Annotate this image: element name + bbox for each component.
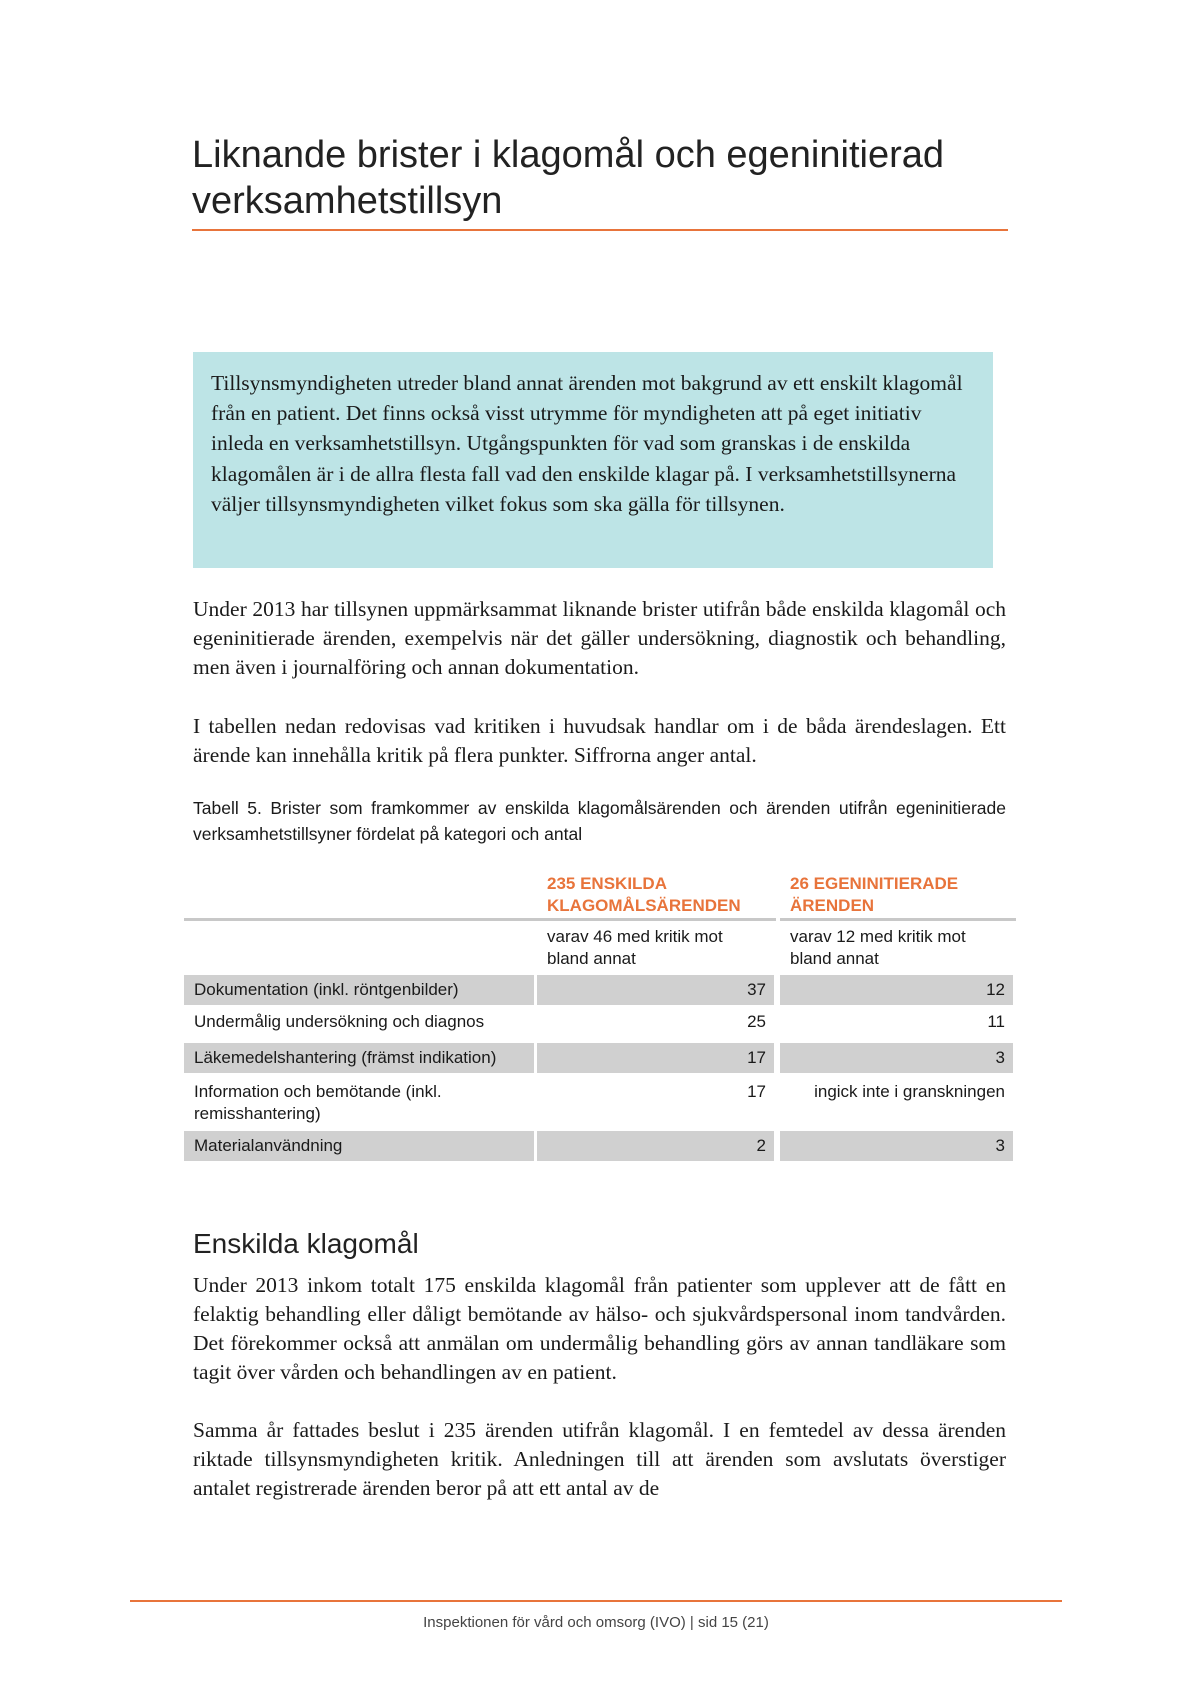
table-row-label: Undermålig undersökning och diagnos xyxy=(194,1012,485,1031)
info-callout-box: Tillsynsmyndigheten utreder bland annat ärenden mot bakgrund av ett enskilt klagomål från en patient. Det finns också visst utrymme för myndigheten att på eget initiativ inleda en verksamhetstillsyn. Utgångspunkten för vad som granskas i de enskilda klagomålen är i de allra flesta fall vad den enskilde klagar på. I verksamhetstillsynerna väljer tillsynsmyndigheten vilket fokus som ska gälla för tillsynen. xyxy=(193,352,993,568)
table-row-label: Dokumentation (inkl. röntgenbilder) xyxy=(184,975,534,1005)
body-paragraph: Samma år fattades beslut i 235 ärenden utifrån klagomål. I en femtedel av dessa ärenden riktade tillsynsmyndigheten kritik. Anledningen till att ärenden som avslutats överstiger antalet registrerade ärenden beror på att ett antal av de xyxy=(193,1418,1006,1500)
table-cell-col2: 3 xyxy=(780,1043,1013,1073)
table-cell-col1: 37 xyxy=(537,975,774,1005)
table-cell-col1: 17 xyxy=(747,1082,766,1101)
table-cell-col2: ingick inte i granskningen xyxy=(814,1082,1005,1101)
page-footer: Inspektionen för vård och omsorg (IVO) | sid 15 (21) xyxy=(423,1614,769,1631)
table-header-rule xyxy=(184,918,776,921)
table-cell-col1: 17 xyxy=(537,1043,774,1073)
table-row-label: Läkemedelshantering (främst indikation) xyxy=(184,1043,534,1073)
section-heading: Enskilda klagomål xyxy=(193,1228,419,1259)
body-paragraph: Under 2013 inkom totalt 175 enskilda klagomål från patienter som upplever att de fått en felaktig behandling eller dåligt bemötande av hälso- och sjukvårdspersonal inom tandvården. Det förekommer också att anmälan om undermålig behandling görs av annan tandläkare som tagit över vården och behandlingen av en patient. xyxy=(193,1273,1006,1384)
table-col2-header: 26 EGENINITIERADE ÄRENDEN xyxy=(790,874,959,915)
table-cell-col1: 25 xyxy=(747,1012,766,1031)
table-col2-subheader: varav 12 med kritik mot bland annat xyxy=(790,927,966,968)
footer-rule xyxy=(130,1600,1062,1602)
table-cell-col2: 3 xyxy=(780,1131,1013,1161)
table-row-label: Information och bemötande (inkl. remisshantering) xyxy=(194,1082,442,1123)
body-paragraph: I tabellen nedan redovisas vad kritiken i huvudsak handlar om i de båda ärendeslagen. Ett ärende kan innehålla kritik på flera punkter. Siffrorna anger antal. xyxy=(193,714,1006,767)
table-caption: Tabell 5. Brister som framkommer av enskilda klagomålsärenden och ärenden utifrån egeninitierade verksamhetstillsyner fördelat på kategori och antal xyxy=(193,798,1006,844)
body-paragraph: Under 2013 har tillsynen uppmärksammat liknande brister utifrån både enskilda klagomål och egeninitierade ärenden, exempelvis när det gäller undersökning, diagnostik och behandling, men även i journalföring och annan dokumentation. xyxy=(193,597,1006,679)
table-cell-col1: 2 xyxy=(537,1131,774,1161)
table-cell-col2: 12 xyxy=(780,975,1013,1005)
table-col1-subheader: varav 46 med kritik mot bland annat xyxy=(547,927,723,968)
table-cell-col2: 11 xyxy=(987,1012,1005,1031)
table-header-rule xyxy=(780,918,1016,921)
page-title: Liknande brister i klagomål och egeninitierad verksamhetstillsyn xyxy=(192,134,945,222)
title-underline xyxy=(192,229,1008,231)
table-col1-header: 235 ENSKILDA KLAGOMÅLSÄRENDEN xyxy=(547,874,741,915)
table-row-label: Materialanvändning xyxy=(184,1131,534,1161)
